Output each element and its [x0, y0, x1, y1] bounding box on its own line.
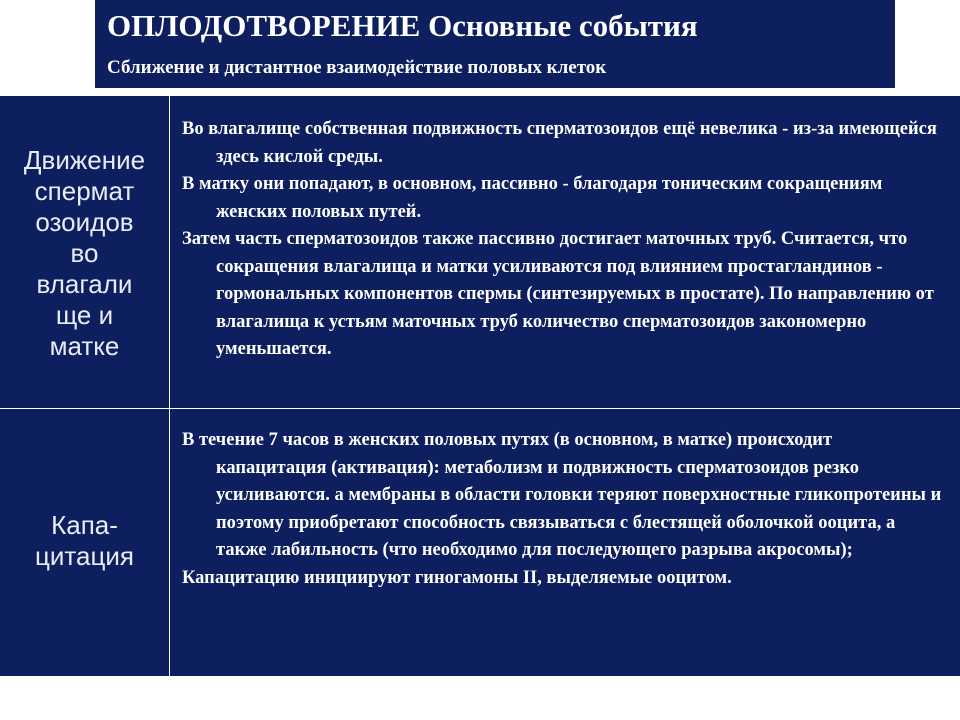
row-label-line: спермат	[34, 175, 135, 206]
row-text-sperm-movement	[182, 116, 944, 364]
row-label-line: влагали	[36, 268, 133, 299]
table-row-capacitation	[0, 408, 960, 676]
row-label-sperm-movement	[0, 108, 169, 398]
title-banner	[95, 0, 895, 88]
paragraph: В течение 7 часов в женских половых путях (в основном, в матке) происходит капацитация (активация): метаболизм и подвижность сперматозоидов резко усиливаются. а мембраны в области головки теряют поверхностные гликопротеины и поэтому приобретают способность связываться с блестящей оболочкой ооцита, а также лабильность (что необходимо для последующего разрыва акросомы);	[182, 430, 942, 560]
paragraph: Во влагалище собственная подвижность сперматозоидов ещё невелика - из-за имеющейся здесь кислой среды.	[182, 119, 937, 167]
row-label-line: озоидов	[35, 206, 134, 237]
paragraph: В матку они попадают, в основном, пассивно - благодаря тоническим сокращениям женских половых путей.	[182, 174, 883, 222]
row-label-line: Движение	[23, 144, 146, 175]
paragraph: Капацитацию инициируют гиногамоны II, выделяемые ооцитом.	[182, 567, 732, 588]
row-label-line: цитация	[35, 541, 134, 571]
row-label-line: матке	[49, 330, 120, 361]
row-label-line: Капа-	[51, 510, 118, 540]
table-row-sperm-movement	[0, 96, 960, 408]
content-table	[0, 96, 960, 676]
paragraph: Затем часть сперматозоидов также пассивно достигает маточных труб. Считается, что сокращения влагалища и матки усиливаются под влиянием простагландинов - гормональных компонентов спермы (синтезируемых в простате). По направлению от влагалища к устьям маточных труб количество сперматозоидов закономерно уменьшается.	[182, 229, 934, 359]
row-label-line: ще и	[55, 299, 114, 330]
row-label-line: во	[70, 237, 99, 268]
row-text-capacitation	[182, 427, 944, 592]
page-subtitle: Сближение и дистантное взаимодействие половых клеток	[107, 57, 607, 78]
page-title: ОПЛОДОТВОРЕНИЕ Основные события	[107, 8, 698, 43]
row-label-capacitation	[0, 506, 169, 576]
